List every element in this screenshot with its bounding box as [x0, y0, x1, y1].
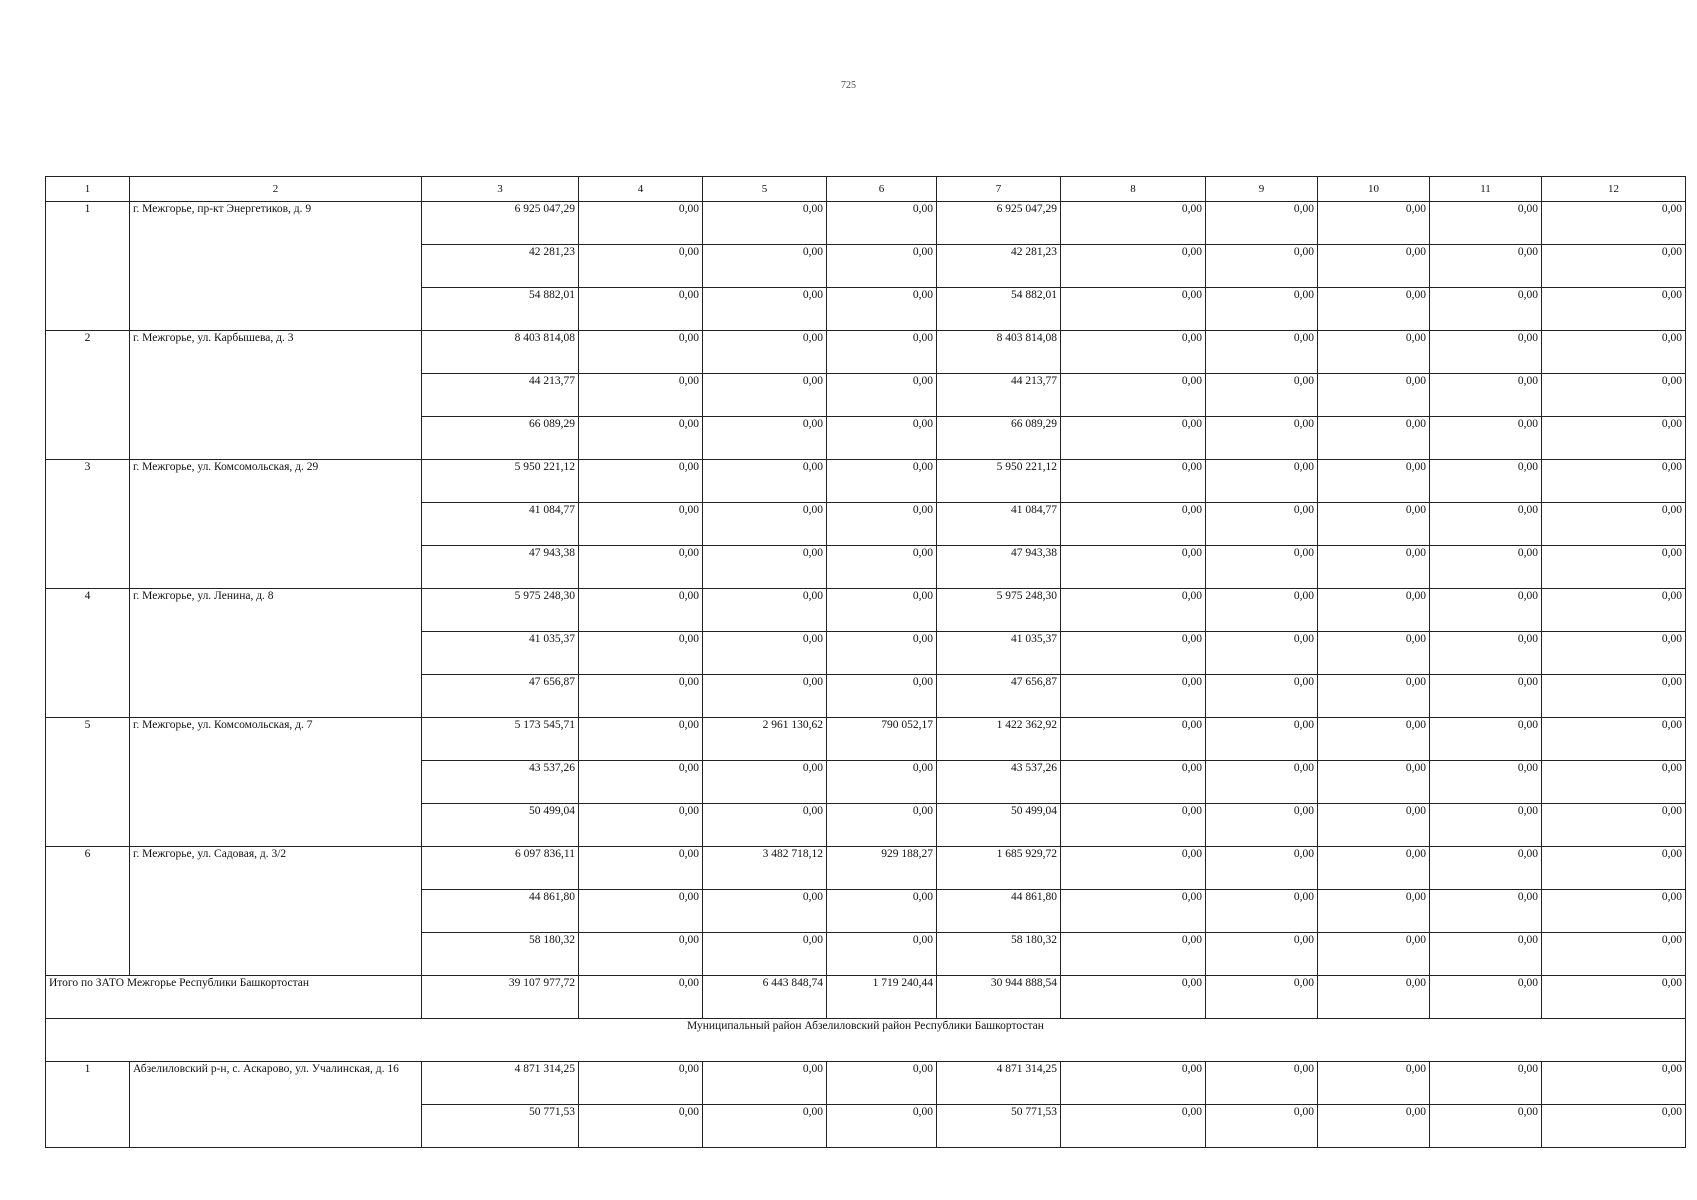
amount-cell: 2 961 130,62: [703, 718, 827, 761]
amount-cell: 0,00: [1206, 675, 1318, 718]
amount-cell: 0,00: [1430, 933, 1542, 976]
table-row: [46, 331, 1686, 374]
amount-cell: 0,00: [579, 245, 703, 288]
amount-cell: 5 950 221,12: [422, 460, 579, 503]
column-number-11: 11: [1430, 177, 1542, 202]
total-amount-cell: 0,00: [1206, 976, 1318, 1019]
amount-cell: 0,00: [1430, 546, 1542, 589]
amount-cell: 0,00: [1206, 245, 1318, 288]
amount-cell: 47 943,38: [937, 546, 1061, 589]
object-index: 3: [46, 460, 130, 589]
amount-cell: 0,00: [827, 804, 937, 847]
amount-cell: 8 403 814,08: [422, 331, 579, 374]
amount-cell: 0,00: [827, 1105, 937, 1148]
amount-cell: 0,00: [1318, 589, 1430, 632]
amount-cell: 47 943,38: [422, 546, 579, 589]
amount-cell: 0,00: [1061, 804, 1206, 847]
amount-cell: 0,00: [1061, 245, 1206, 288]
amount-cell: 0,00: [703, 460, 827, 503]
column-number-4: 4: [579, 177, 703, 202]
column-number-7: 7: [937, 177, 1061, 202]
amount-cell: 0,00: [1061, 847, 1206, 890]
amount-cell: 929 188,27: [827, 847, 937, 890]
amount-cell: 0,00: [1206, 847, 1318, 890]
table-row: [46, 1062, 1686, 1105]
amount-cell: 0,00: [1430, 288, 1542, 331]
amount-cell: 0,00: [1318, 847, 1430, 890]
amount-cell: 0,00: [1430, 761, 1542, 804]
amount-cell: 0,00: [1542, 288, 1686, 331]
amount-cell: 42 281,23: [937, 245, 1061, 288]
amount-cell: 0,00: [1206, 202, 1318, 245]
amount-cell: 54 882,01: [422, 288, 579, 331]
amount-cell: 58 180,32: [937, 933, 1061, 976]
amount-cell: 0,00: [1206, 417, 1318, 460]
amount-cell: 54 882,01: [937, 288, 1061, 331]
object-address: г. Межгорье, ул. Карбышева, д. 3: [130, 331, 422, 460]
amount-cell: 44 861,80: [422, 890, 579, 933]
amount-cell: 5 975 248,30: [422, 589, 579, 632]
amount-cell: 0,00: [1318, 460, 1430, 503]
total-amount-cell: 39 107 977,72: [422, 976, 579, 1019]
amount-cell: 0,00: [579, 890, 703, 933]
column-number-3: 3: [422, 177, 579, 202]
amount-cell: 0,00: [579, 847, 703, 890]
amount-cell: 0,00: [1542, 1105, 1686, 1148]
amount-cell: 0,00: [1318, 632, 1430, 675]
column-number-5: 5: [703, 177, 827, 202]
total-amount-cell: 6 443 848,74: [703, 976, 827, 1019]
amount-cell: 0,00: [703, 374, 827, 417]
amount-cell: 0,00: [1206, 503, 1318, 546]
amount-cell: 0,00: [1318, 761, 1430, 804]
amount-cell: 0,00: [1430, 503, 1542, 546]
amount-cell: 4 871 314,25: [937, 1062, 1061, 1105]
object-index: 1: [46, 202, 130, 331]
amount-cell: 41 084,77: [937, 503, 1061, 546]
amount-cell: 0,00: [703, 417, 827, 460]
amount-cell: 0,00: [703, 245, 827, 288]
amount-cell: 0,00: [827, 632, 937, 675]
amount-cell: 0,00: [703, 632, 827, 675]
amount-cell: 6 925 047,29: [937, 202, 1061, 245]
amount-cell: 5 975 248,30: [937, 589, 1061, 632]
page-number: 725: [841, 80, 856, 91]
amount-cell: 0,00: [579, 546, 703, 589]
object-address: г. Межгорье, ул. Ленина, д. 8: [130, 589, 422, 718]
amount-cell: 0,00: [1061, 546, 1206, 589]
amount-cell: 0,00: [1318, 202, 1430, 245]
amount-cell: 44 213,77: [937, 374, 1061, 417]
object-address: г. Межгорье, ул. Садовая, д. 3/2: [130, 847, 422, 976]
amount-cell: 0,00: [579, 632, 703, 675]
amount-cell: 0,00: [703, 331, 827, 374]
amount-cell: 0,00: [1206, 374, 1318, 417]
amount-cell: 0,00: [1206, 1105, 1318, 1148]
amount-cell: 0,00: [1542, 761, 1686, 804]
amount-cell: 0,00: [827, 417, 937, 460]
amount-cell: 0,00: [579, 374, 703, 417]
amount-cell: 0,00: [827, 675, 937, 718]
amount-cell: 0,00: [1542, 503, 1686, 546]
object-address: г. Межгорье, ул. Комсомольская, д. 29: [130, 460, 422, 589]
amount-cell: 0,00: [1206, 546, 1318, 589]
amount-cell: 0,00: [1542, 245, 1686, 288]
amount-cell: 0,00: [1061, 1105, 1206, 1148]
amount-cell: 0,00: [579, 933, 703, 976]
amount-cell: 0,00: [1061, 374, 1206, 417]
amount-cell: 0,00: [1061, 1062, 1206, 1105]
table-row: [46, 460, 1686, 503]
district-heading: Муниципальный район Абзелиловский район Республики Башкортостан: [46, 1019, 1686, 1062]
amount-cell: 0,00: [703, 1062, 827, 1105]
amount-cell: 0,00: [1061, 503, 1206, 546]
total-row: [46, 976, 1686, 1019]
table-row: [46, 847, 1686, 890]
amount-cell: 0,00: [1206, 331, 1318, 374]
total-amount-cell: 0,00: [1542, 976, 1686, 1019]
amount-cell: 0,00: [1542, 890, 1686, 933]
table-body: [46, 177, 1686, 1148]
amount-cell: 1 685 929,72: [937, 847, 1061, 890]
amount-cell: 0,00: [1206, 933, 1318, 976]
amount-cell: 0,00: [827, 374, 937, 417]
amount-cell: 0,00: [1430, 675, 1542, 718]
amount-cell: 0,00: [1430, 202, 1542, 245]
amount-cell: 0,00: [1430, 632, 1542, 675]
amount-cell: 0,00: [827, 546, 937, 589]
amount-cell: 0,00: [703, 761, 827, 804]
amount-cell: 0,00: [1206, 589, 1318, 632]
column-number-2: 2: [130, 177, 422, 202]
amount-cell: 0,00: [1061, 288, 1206, 331]
amount-cell: 0,00: [1318, 374, 1430, 417]
amount-cell: 0,00: [1061, 761, 1206, 804]
amount-cell: 5 950 221,12: [937, 460, 1061, 503]
amount-cell: 0,00: [1542, 804, 1686, 847]
amount-cell: 0,00: [1206, 632, 1318, 675]
column-number-9: 9: [1206, 177, 1318, 202]
amount-cell: 0,00: [1318, 1105, 1430, 1148]
amount-cell: 0,00: [1542, 374, 1686, 417]
amount-cell: 0,00: [1542, 718, 1686, 761]
amount-cell: 0,00: [703, 589, 827, 632]
amount-cell: 0,00: [1061, 460, 1206, 503]
amount-cell: 0,00: [1430, 589, 1542, 632]
amount-cell: 0,00: [703, 202, 827, 245]
amount-cell: 0,00: [1430, 890, 1542, 933]
amount-cell: 0,00: [1430, 460, 1542, 503]
amount-cell: 0,00: [1318, 1062, 1430, 1105]
amount-cell: 44 213,77: [422, 374, 579, 417]
amount-cell: 0,00: [703, 546, 827, 589]
amount-cell: 5 173 545,71: [422, 718, 579, 761]
amount-cell: 0,00: [1542, 331, 1686, 374]
amount-cell: 47 656,87: [422, 675, 579, 718]
amount-cell: 0,00: [1430, 1105, 1542, 1148]
amount-cell: 0,00: [1542, 589, 1686, 632]
amount-cell: 0,00: [827, 202, 937, 245]
amount-cell: 0,00: [1318, 933, 1430, 976]
total-label: Итого по ЗАТО Межгорье Республики Башкортостан: [46, 976, 422, 1019]
amount-cell: 0,00: [703, 503, 827, 546]
amount-cell: 0,00: [827, 761, 937, 804]
object-index: 5: [46, 718, 130, 847]
amount-cell: 0,00: [703, 804, 827, 847]
column-number-6: 6: [827, 177, 937, 202]
amount-cell: 0,00: [827, 890, 937, 933]
amount-cell: 0,00: [1430, 718, 1542, 761]
amount-cell: 0,00: [1061, 718, 1206, 761]
capital-repair-table: [45, 176, 1686, 1148]
amount-cell: 0,00: [1318, 804, 1430, 847]
amount-cell: 42 281,23: [422, 245, 579, 288]
amount-cell: 0,00: [1061, 933, 1206, 976]
amount-cell: 0,00: [1318, 503, 1430, 546]
amount-cell: 43 537,26: [937, 761, 1061, 804]
amount-cell: 41 035,37: [937, 632, 1061, 675]
amount-cell: 0,00: [1206, 288, 1318, 331]
amount-cell: 0,00: [1318, 331, 1430, 374]
amount-cell: 0,00: [1430, 331, 1542, 374]
amount-cell: 0,00: [1318, 546, 1430, 589]
amount-cell: 8 403 814,08: [937, 331, 1061, 374]
amount-cell: 0,00: [579, 417, 703, 460]
amount-cell: 0,00: [1430, 804, 1542, 847]
amount-cell: 0,00: [579, 331, 703, 374]
amount-cell: 0,00: [1206, 761, 1318, 804]
table-row: [46, 202, 1686, 245]
amount-cell: 0,00: [1542, 675, 1686, 718]
total-amount-cell: 0,00: [1430, 976, 1542, 1019]
amount-cell: 0,00: [579, 589, 703, 632]
column-number-12: 12: [1542, 177, 1686, 202]
amount-cell: 0,00: [827, 933, 937, 976]
amount-cell: 0,00: [827, 245, 937, 288]
object-address: Абзелиловский р-н, с. Аскарово, ул. Учалинская, д. 16: [130, 1062, 422, 1148]
amount-cell: 0,00: [1542, 417, 1686, 460]
object-index: 6: [46, 847, 130, 976]
amount-cell: 0,00: [827, 589, 937, 632]
amount-cell: 0,00: [703, 1105, 827, 1148]
amount-cell: 0,00: [827, 331, 937, 374]
amount-cell: 58 180,32: [422, 933, 579, 976]
amount-cell: 0,00: [579, 288, 703, 331]
amount-cell: 0,00: [1206, 890, 1318, 933]
amount-cell: 0,00: [1318, 417, 1430, 460]
amount-cell: 0,00: [1206, 460, 1318, 503]
amount-cell: 1 422 362,92: [937, 718, 1061, 761]
amount-cell: 0,00: [1430, 245, 1542, 288]
amount-cell: 47 656,87: [937, 675, 1061, 718]
object-index: 2: [46, 331, 130, 460]
object-address: г. Межгорье, пр-кт Энергетиков, д. 9: [130, 202, 422, 331]
amount-cell: 43 537,26: [422, 761, 579, 804]
amount-cell: 0,00: [1542, 632, 1686, 675]
amount-cell: 41 084,77: [422, 503, 579, 546]
amount-cell: 0,00: [827, 460, 937, 503]
total-amount-cell: 0,00: [1318, 976, 1430, 1019]
amount-cell: 0,00: [1061, 675, 1206, 718]
amount-cell: 0,00: [1206, 804, 1318, 847]
amount-cell: 50 771,53: [937, 1105, 1061, 1148]
amount-cell: 0,00: [1061, 890, 1206, 933]
amount-cell: 0,00: [827, 288, 937, 331]
amount-cell: 0,00: [703, 675, 827, 718]
column-number-10: 10: [1318, 177, 1430, 202]
column-number-row: [46, 177, 1686, 202]
amount-cell: 50 499,04: [937, 804, 1061, 847]
total-amount-cell: 0,00: [1061, 976, 1206, 1019]
amount-cell: 0,00: [827, 1062, 937, 1105]
amount-cell: 0,00: [579, 503, 703, 546]
amount-cell: 0,00: [579, 460, 703, 503]
amount-cell: 0,00: [1206, 718, 1318, 761]
amount-cell: 0,00: [1430, 417, 1542, 460]
amount-cell: 0,00: [1318, 245, 1430, 288]
amount-cell: 0,00: [703, 890, 827, 933]
amount-cell: 0,00: [579, 1062, 703, 1105]
total-amount-cell: 0,00: [579, 976, 703, 1019]
amount-cell: 0,00: [1061, 632, 1206, 675]
amount-cell: 41 035,37: [422, 632, 579, 675]
table-row: [46, 718, 1686, 761]
amount-cell: 790 052,17: [827, 718, 937, 761]
amount-cell: 0,00: [1430, 374, 1542, 417]
amount-cell: 0,00: [1542, 933, 1686, 976]
column-number-1: 1: [46, 177, 130, 202]
amount-cell: 0,00: [1430, 847, 1542, 890]
amount-cell: 50 499,04: [422, 804, 579, 847]
district-heading-row: [46, 1019, 1686, 1062]
amount-cell: 0,00: [1542, 847, 1686, 890]
amount-cell: 0,00: [1206, 1062, 1318, 1105]
amount-cell: 0,00: [703, 288, 827, 331]
amount-cell: 50 771,53: [422, 1105, 579, 1148]
amount-cell: 0,00: [827, 503, 937, 546]
total-amount-cell: 30 944 888,54: [937, 976, 1061, 1019]
amount-cell: 0,00: [1318, 288, 1430, 331]
amount-cell: 44 861,80: [937, 890, 1061, 933]
amount-cell: 6 925 047,29: [422, 202, 579, 245]
amount-cell: 66 089,29: [422, 417, 579, 460]
amount-cell: 0,00: [1061, 331, 1206, 374]
amount-cell: 0,00: [1318, 675, 1430, 718]
amount-cell: 66 089,29: [937, 417, 1061, 460]
amount-cell: 0,00: [579, 675, 703, 718]
amount-cell: 0,00: [1318, 718, 1430, 761]
amount-cell: 0,00: [703, 933, 827, 976]
amount-cell: 0,00: [579, 718, 703, 761]
amount-cell: 0,00: [579, 804, 703, 847]
amount-cell: 0,00: [1542, 460, 1686, 503]
amount-cell: 0,00: [1061, 202, 1206, 245]
amount-cell: 0,00: [579, 761, 703, 804]
amount-cell: 4 871 314,25: [422, 1062, 579, 1105]
amount-cell: 0,00: [1061, 417, 1206, 460]
amount-cell: 0,00: [579, 1105, 703, 1148]
table-row: [46, 589, 1686, 632]
amount-cell: 0,00: [1542, 546, 1686, 589]
amount-cell: 0,00: [579, 202, 703, 245]
amount-cell: 0,00: [1430, 1062, 1542, 1105]
column-number-8: 8: [1061, 177, 1206, 202]
amount-cell: 0,00: [1542, 1062, 1686, 1105]
object-index: 4: [46, 589, 130, 718]
amount-cell: 0,00: [1542, 202, 1686, 245]
total-amount-cell: 1 719 240,44: [827, 976, 937, 1019]
object-address: г. Межгорье, ул. Комсомольская, д. 7: [130, 718, 422, 847]
amount-cell: 0,00: [1061, 589, 1206, 632]
object-index: 1: [46, 1062, 130, 1148]
amount-cell: 0,00: [1318, 890, 1430, 933]
amount-cell: 6 097 836,11: [422, 847, 579, 890]
amount-cell: 3 482 718,12: [703, 847, 827, 890]
